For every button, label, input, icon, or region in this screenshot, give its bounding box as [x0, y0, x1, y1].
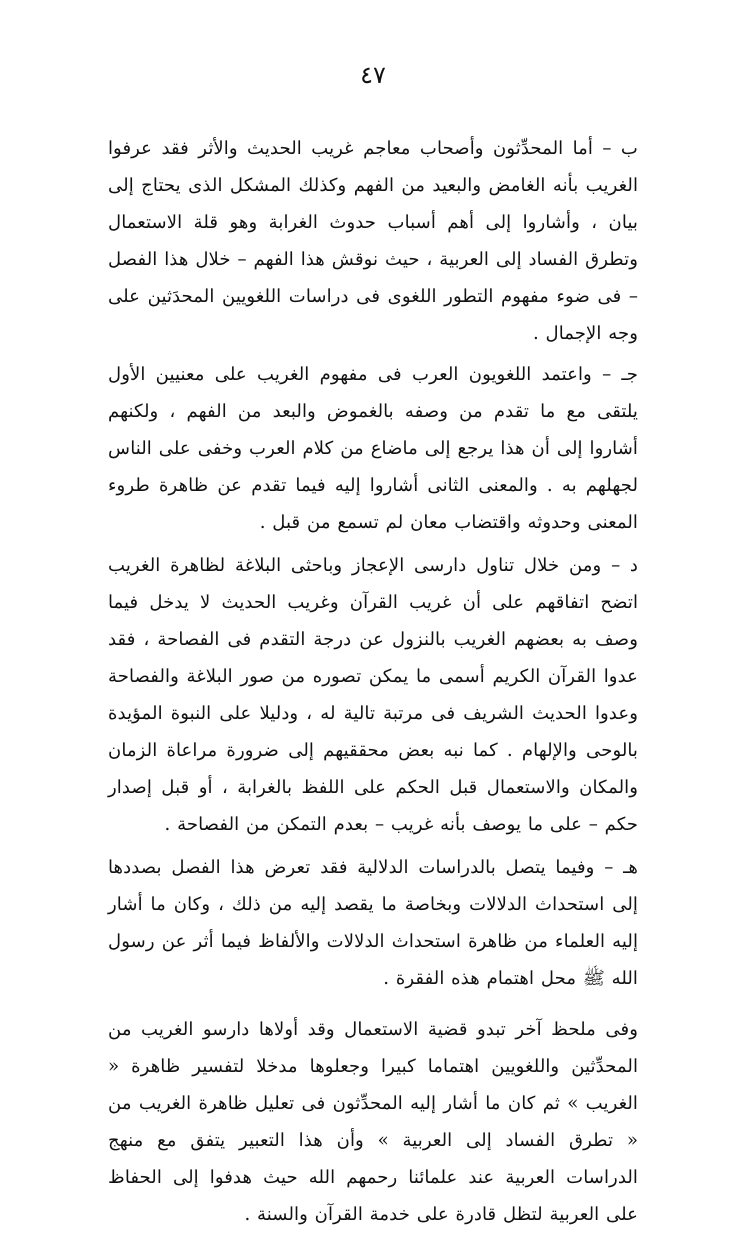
paragraph-dal: د – ومن خلال تناول دارسى الإعجاز وباحثى البلاغة لظاهرة الغريب اتضح اتفاقهم على أن غريب القرآن وغريب الحديث لا يدخل فيما وصف به بعضهم الغريب بالنزول عن درجة التقدم فى الفصاحة ، فقد عدوا القرآن الكريم أسمى ما يمكن تصوره من صور البلاغة والفصاحة وعدوا الحديث الشريف فى مرتبة تالية له ، ودليلا على النبوة المؤيدة بالوحى والإلهام . كما نبه بعض محققيهم إلى ضرورة مراعاة الزمان والمكان والاستعمال قبل الحكم على اللفظ بالغرابة ، أو قبل إصدار حكم – على ما يوصف بأنه غريب – بعدم التمكن من الفصاحة .	[108, 555, 638, 835]
page-number: ٤٧	[360, 61, 386, 89]
paragraph-jim: جـ – واعتمد اللغويون العرب فى مفهوم الغريب على معنيين الأول يلتقى مع ما تقدم من وصفه بالغموض والبعد من الفهم ، ولكنهم أشاروا إلى أن هذا يرجع إلى ماضاع من كلام العرب وخفى على الناس لجهلهم به . والمعنى الثانى أشاروا إليه فيما تقدم عن ظاهرة طروء المعنى وحدوثه واقتضاب معان لم تسمع من قبل .	[108, 364, 638, 533]
paragraph-closing: وفى ملحظ آخر تبدو قضية الاستعمال وقد أولاها دارسو الغريب من المحدِّثين واللغويين اهتماما كبيرا وجعلوها مدخلا لتفسير ظاهرة « الغريب » ثم كان ما أشار إليه المحدِّثون فى تعليل ظاهرة الغريب من « تطرق الفساد إلى العربية » وأن هذا التعبير يتفق مع منهج الدراسات العربية عند علمائنا رحمهم الله حيث هدفوا إلى الحفاظ على العربية لتظل قادرة على خدمة القرآن والسنة .	[108, 1019, 638, 1225]
paragraph-b: ب – أما المحدِّثون وأصحاب معاجم غريب الحديث والأثر فقد عرفوا الغريب بأنه الغامض والبعيد من الفهم وكذلك المشكل الذى يحتاج إلى بيان ، وأشاروا إلى أهم أسباب حدوث الغرابة وهو قلة الاستعمال وتطرق الفساد إلى العربية ، حيث نوقش هذا الفهم – خلال هذا الفصل – فى ضوء مفهوم التطور اللغوى فى دراسات اللغويين المحدَثين على وجه الإجمال .	[108, 138, 638, 344]
paragraph-ha: هـ – وفيما يتصل بالدراسات الدلالية فقد تعرض هذا الفصل بصددها إلى استحداث الدلالات وبخاصة ما يقصد إليه من ذلك ، وكان ما أشار إليه العلماء من ظاهرة استحداث الدلالات والألفاظ فيما أثر عن رسول الله ﷺ محل اهتمام هذه الفقرة .	[108, 857, 638, 989]
